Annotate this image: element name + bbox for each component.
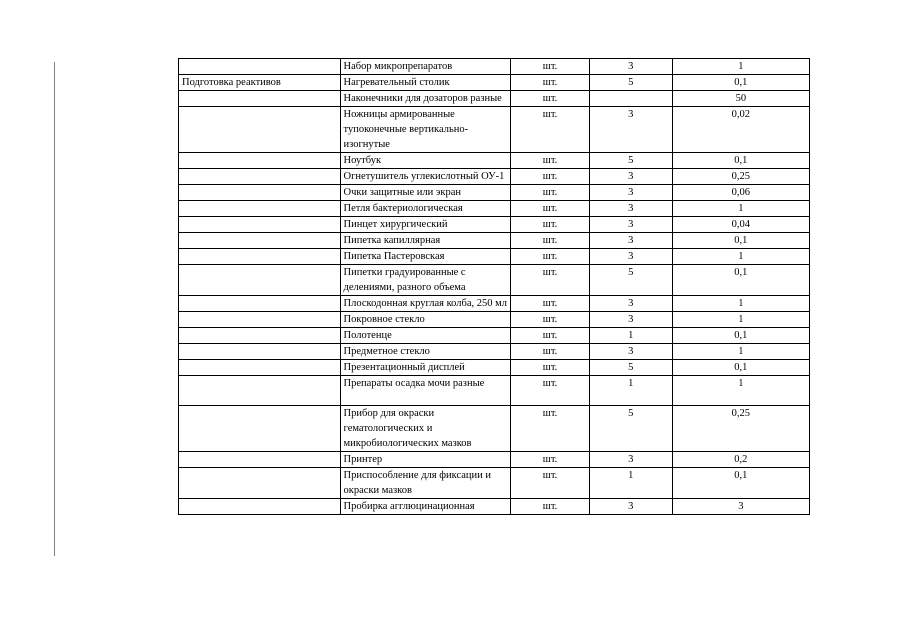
- section-cell: [179, 265, 341, 296]
- quantity-cell: [589, 91, 672, 107]
- unit-cell: шт.: [511, 217, 590, 233]
- item-name-cell: Пинцет хирургический: [340, 217, 511, 233]
- equipment-table: [178, 58, 810, 515]
- table-row: [179, 296, 810, 312]
- quantity-cell: 5: [589, 153, 672, 169]
- section-cell: [179, 296, 341, 312]
- value-cell: 0,1: [672, 328, 809, 344]
- item-name-cell: Пипетка Пастеровская: [340, 249, 511, 265]
- table-row: [179, 217, 810, 233]
- table-row: [179, 153, 810, 169]
- unit-cell: шт.: [511, 468, 590, 499]
- unit-cell: шт.: [511, 59, 590, 75]
- equipment-table-body: [179, 59, 810, 515]
- item-name-cell: Петля бактериологическая: [340, 201, 511, 217]
- section-cell: [179, 185, 341, 201]
- value-cell: 1: [672, 59, 809, 75]
- unit-cell: шт.: [511, 406, 590, 452]
- value-cell: 0,1: [672, 468, 809, 499]
- value-cell: 1: [672, 201, 809, 217]
- item-name-cell: Принтер: [340, 452, 511, 468]
- value-cell: 0,1: [672, 360, 809, 376]
- item-name-cell: Препараты осадка мочи разные: [340, 376, 511, 406]
- item-name-cell: Полотенце: [340, 328, 511, 344]
- table-row: [179, 312, 810, 328]
- quantity-cell: 3: [589, 169, 672, 185]
- item-name-cell: Огнетушитель углекислотный ОУ-1: [340, 169, 511, 185]
- table-row: [179, 499, 810, 515]
- item-name-cell: Прибор для окраски гематологических и микробиологических мазков: [340, 406, 511, 452]
- section-cell: [179, 406, 341, 452]
- item-name-cell: Ножницы армированные тупоконечные вертикально-изогнутые: [340, 107, 511, 153]
- unit-cell: шт.: [511, 312, 590, 328]
- section-cell: [179, 360, 341, 376]
- unit-cell: шт.: [511, 233, 590, 249]
- table-row: [179, 169, 810, 185]
- unit-cell: шт.: [511, 185, 590, 201]
- quantity-cell: 3: [589, 499, 672, 515]
- quantity-cell: 3: [589, 107, 672, 153]
- quantity-cell: 3: [589, 233, 672, 249]
- section-cell: [179, 452, 341, 468]
- quantity-cell: 3: [589, 59, 672, 75]
- quantity-cell: 1: [589, 328, 672, 344]
- table-row: [179, 91, 810, 107]
- unit-cell: шт.: [511, 344, 590, 360]
- quantity-cell: 5: [589, 265, 672, 296]
- value-cell: 1: [672, 296, 809, 312]
- value-cell: 3: [672, 499, 809, 515]
- unit-cell: шт.: [511, 265, 590, 296]
- unit-cell: шт.: [511, 360, 590, 376]
- value-cell: 0,06: [672, 185, 809, 201]
- item-name-cell: Ноутбук: [340, 153, 511, 169]
- value-cell: 50: [672, 91, 809, 107]
- value-cell: 0,25: [672, 169, 809, 185]
- item-name-cell: Презентационный дисплей: [340, 360, 511, 376]
- unit-cell: шт.: [511, 376, 590, 406]
- table-row: [179, 328, 810, 344]
- unit-cell: шт.: [511, 499, 590, 515]
- section-cell: [179, 217, 341, 233]
- quantity-cell: 3: [589, 452, 672, 468]
- item-name-cell: Пробирка агглюцинационная: [340, 499, 511, 515]
- value-cell: 0,1: [672, 153, 809, 169]
- item-name-cell: Плоскодонная круглая колба, 250 мл: [340, 296, 511, 312]
- quantity-cell: 5: [589, 360, 672, 376]
- value-cell: 0,1: [672, 233, 809, 249]
- section-cell: [179, 201, 341, 217]
- value-cell: 1: [672, 344, 809, 360]
- section-cell: [179, 153, 341, 169]
- item-name-cell: Набор микропрепаратов: [340, 59, 511, 75]
- unit-cell: шт.: [511, 153, 590, 169]
- table-row: [179, 107, 810, 153]
- table-row: [179, 75, 810, 91]
- item-name-cell: Очки защитные или экран: [340, 185, 511, 201]
- quantity-cell: 5: [589, 75, 672, 91]
- quantity-cell: 5: [589, 406, 672, 452]
- table-row: [179, 265, 810, 296]
- section-cell: [179, 233, 341, 249]
- value-cell: 1: [672, 376, 809, 406]
- section-cell: [179, 328, 341, 344]
- table-row: [179, 185, 810, 201]
- item-name-cell: Пипетки градуированные с делениями, разного объема: [340, 265, 511, 296]
- quantity-cell: 3: [589, 217, 672, 233]
- table-row: [179, 201, 810, 217]
- section-cell: [179, 249, 341, 265]
- table-row: [179, 376, 810, 406]
- item-name-cell: Нагревательный столик: [340, 75, 511, 91]
- quantity-cell: 3: [589, 344, 672, 360]
- table-row: [179, 360, 810, 376]
- section-cell: [179, 91, 341, 107]
- value-cell: 0,2: [672, 452, 809, 468]
- section-cell: [179, 107, 341, 153]
- item-name-cell: Покровное стекло: [340, 312, 511, 328]
- unit-cell: шт.: [511, 75, 590, 91]
- quantity-cell: 1: [589, 376, 672, 406]
- item-name-cell: Предметное стекло: [340, 344, 511, 360]
- table-row: [179, 452, 810, 468]
- section-cell: [179, 499, 341, 515]
- quantity-cell: 3: [589, 249, 672, 265]
- table-row: [179, 344, 810, 360]
- value-cell: 0,1: [672, 265, 809, 296]
- value-cell: 0,04: [672, 217, 809, 233]
- unit-cell: шт.: [511, 328, 590, 344]
- table-row: [179, 406, 810, 452]
- item-name-cell: Приспособление для фиксации и окраски мазков: [340, 468, 511, 499]
- value-cell: 1: [672, 312, 809, 328]
- table-row: [179, 249, 810, 265]
- item-name-cell: Пипетка капиллярная: [340, 233, 511, 249]
- unit-cell: шт.: [511, 296, 590, 312]
- quantity-cell: 3: [589, 312, 672, 328]
- section-cell: [179, 59, 341, 75]
- unit-cell: шт.: [511, 249, 590, 265]
- quantity-cell: 3: [589, 185, 672, 201]
- value-cell: 0,1: [672, 75, 809, 91]
- section-cell: [179, 468, 341, 499]
- section-cell: Подготовка реактивов: [179, 75, 341, 91]
- section-cell: [179, 376, 341, 406]
- unit-cell: шт.: [511, 107, 590, 153]
- section-cell: [179, 169, 341, 185]
- unit-cell: шт.: [511, 169, 590, 185]
- value-cell: 0,25: [672, 406, 809, 452]
- quantity-cell: 3: [589, 296, 672, 312]
- item-name-cell: Наконечники для дозаторов разные: [340, 91, 511, 107]
- page-margin-line: [54, 62, 55, 556]
- section-cell: [179, 312, 341, 328]
- table-row: [179, 468, 810, 499]
- value-cell: 1: [672, 249, 809, 265]
- table-row: [179, 233, 810, 249]
- unit-cell: шт.: [511, 91, 590, 107]
- value-cell: 0,02: [672, 107, 809, 153]
- quantity-cell: 3: [589, 201, 672, 217]
- quantity-cell: 1: [589, 468, 672, 499]
- unit-cell: шт.: [511, 452, 590, 468]
- unit-cell: шт.: [511, 201, 590, 217]
- table-row: [179, 59, 810, 75]
- section-cell: [179, 344, 341, 360]
